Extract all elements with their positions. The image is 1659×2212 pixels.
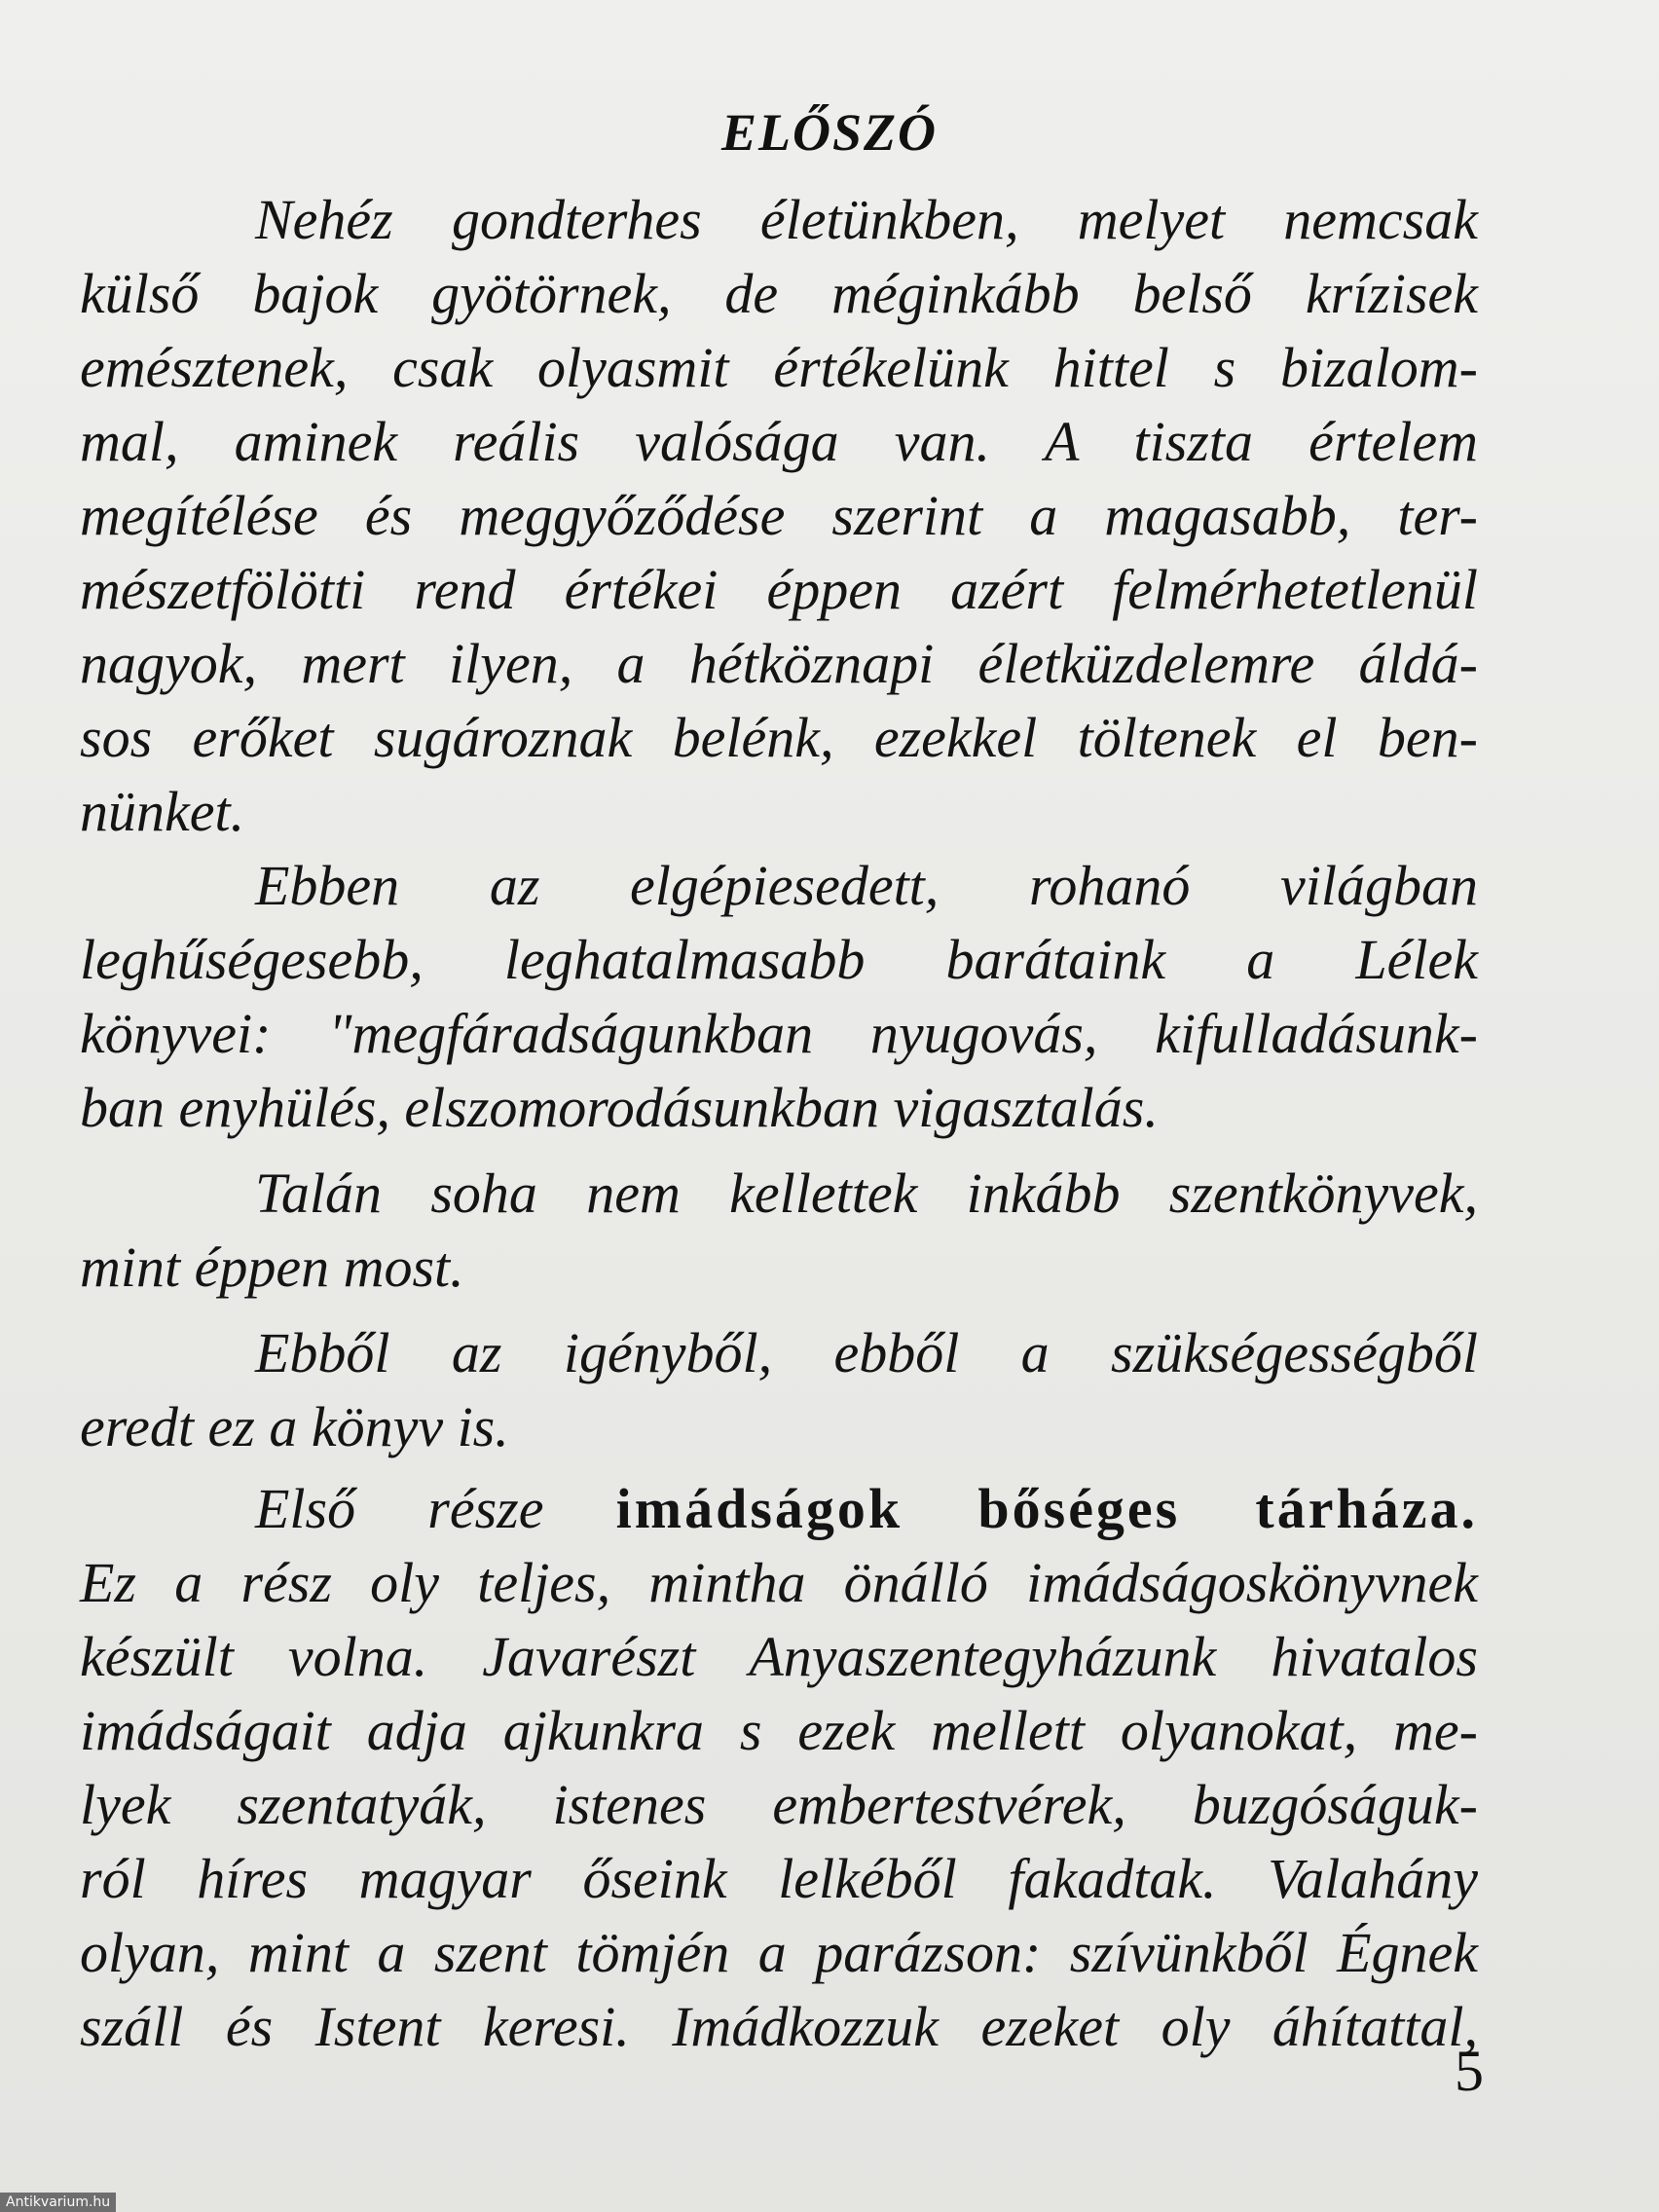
watermark-label: Antikvarium.hu	[0, 2193, 116, 2212]
text-line-25: száll és Istent keresi. Imádkozzuk ezeket oly áhítattal,	[80, 1995, 1478, 2058]
text-line-3: emésztenek, csak olyasmit értékelünk hittel s bizalom-	[80, 336, 1478, 399]
text-line-15: mint éppen most.	[80, 1235, 464, 1299]
text-line-10: Ebben az elgépiesedett, rohanó világban	[255, 854, 1478, 917]
text-line-20: készült volna. Javarészt Anyaszentegyházunk hivatalos	[80, 1625, 1478, 1688]
text-line-19: Ez a rész oly teljes, mintha önálló imádságoskönyvnek	[80, 1551, 1478, 1614]
text-line-17: eredt ez a könyv is.	[80, 1395, 509, 1458]
text-line-1: Nehéz gondterhes életünkben, melyet nemcsak	[255, 188, 1478, 251]
text-line-22: lyek szentatyák, istenes embertestvérek, buzgóságuk-	[80, 1773, 1478, 1836]
text-line-16: Ebből az igényből, ebből a szükségességből	[255, 1321, 1478, 1384]
text-line-18-start: Első része	[255, 1477, 616, 1540]
bold-phrase: imádságok bőséges tárháza.	[615, 1477, 1478, 1540]
text-line-14: Talán soha nem kellettek inkább szentkönyvek,	[255, 1161, 1478, 1225]
text-line-8: sos erőket sugároznak belénk, ezekkel töltenek el ben-	[80, 706, 1478, 769]
text-line-9: nünket.	[80, 780, 245, 843]
page-title: ELŐSZÓ	[720, 103, 938, 162]
text-line-21: imádságait adja ajkunkra s ezek mellett olyanokat, me-	[80, 1699, 1478, 1762]
text-line-4: mal, aminek reális valósága van. A tiszta értelem	[80, 410, 1478, 473]
text-line-13: ban enyhülés, elszomorodásunkban vigasztalás.	[80, 1076, 1159, 1139]
text-line-11: leghűségesebb, leghatalmasabb barátaink a Lélek	[80, 928, 1478, 991]
text-line-23: ról híres magyar őseink lelkéből fakadtak. Valahány	[80, 1847, 1478, 1910]
text-line-6: mészetfölötti rend értékei éppen azért felmérhetetlenül	[80, 558, 1478, 621]
text-line-7: nagyok, mert ilyen, a hétköznapi életküzdelemre áldá-	[80, 632, 1478, 695]
text-line-5: megítélése és meggyőződése szerint a magasabb, ter-	[80, 484, 1478, 547]
text-line-24: olyan, mint a szent tömjén a parázson: szívünkből Égnek	[80, 1921, 1478, 1984]
page-number: 5	[1455, 2039, 1484, 2103]
text-line-12: könyvei: "megfáradságunkban nyugovás, kifulladásunk-	[80, 1002, 1478, 1065]
text-line-2: külső bajok gyötörnek, de méginkább belső krízisek	[80, 262, 1478, 325]
text-line-18	[255, 1472, 1478, 1546]
